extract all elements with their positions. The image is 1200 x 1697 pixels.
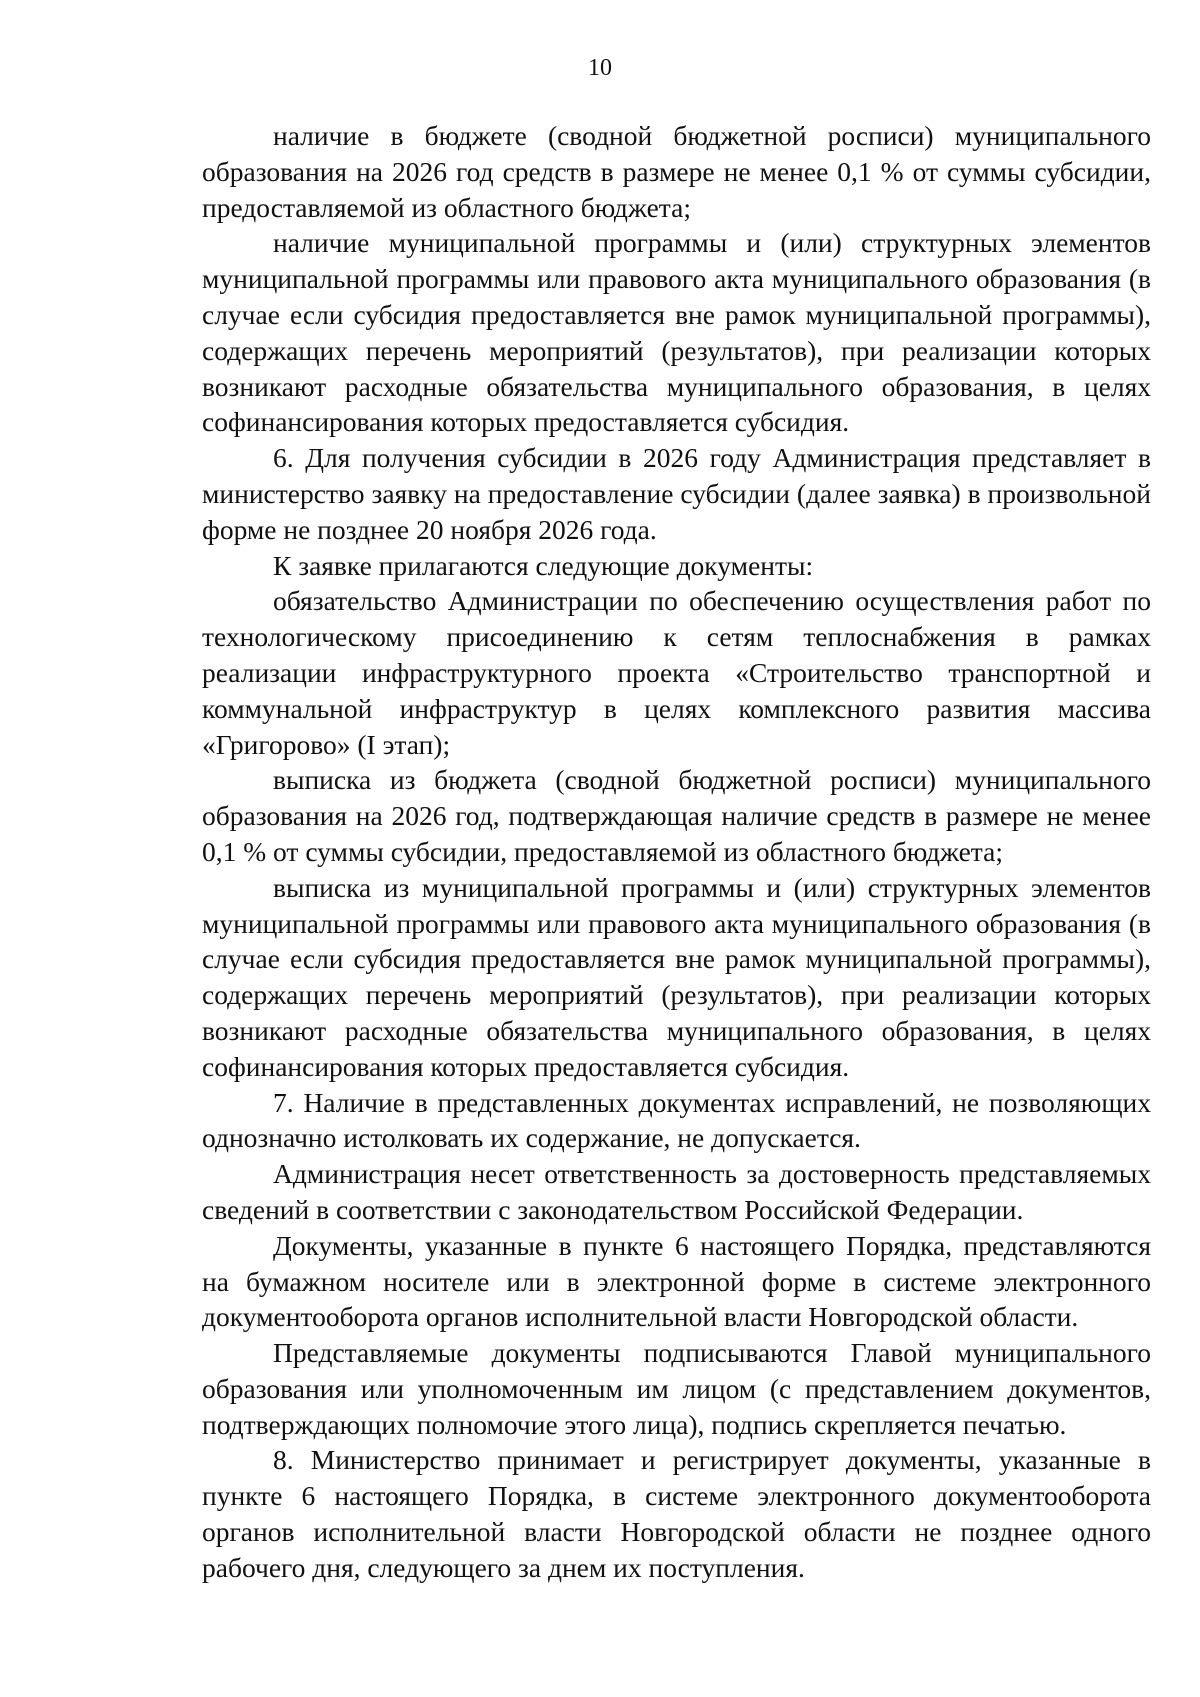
paragraph: обязательство Администрации по обеспечению осуществления работ по технологическому присоединению к сетям теплоснабжения в рамках реализации инфраструктурного проекта «Строительство транспортной и коммунальной инфраструктур в целях комплексного развития массива «Григорово» (I этап); — [202, 585, 1151, 760]
paragraph: 7. Наличие в представленных документах исправлений, не позволяющих однозначно истолковать их содержание, не допускается. — [202, 1086, 1151, 1154]
paragraph: 6. Для получения субсидии в 2026 году Администрация представляет в министерство заявку на предоставление субсидии (далее заявка) в произвольной форме не позднее 20 ноября 2026 года. — [202, 442, 1151, 545]
paragraph: 8. Министерство принимает и регистрирует документы, указанные в пункте 6 настоящего Порядка, в системе электронного документооборота органов исполнительной власти Новгородской области не позднее одного рабочего дня, следующего за днем их поступления. — [202, 1444, 1151, 1583]
paragraph: Документы, указанные в пункте 6 настоящего Порядка, представляются на бумажном носителе или в электронной форме в системе электронного документооборота органов исполнительной власти Новгородской области. — [202, 1229, 1151, 1333]
paragraph: К заявке прилагаются следующие документы: — [273, 549, 814, 581]
paragraph: выписка из муниципальной программы и (или) структурных элементов муниципальной программы или правового акта муниципального образования (в случае если субсидия предоставляется вне рамок муниципальной программы), содержащих перечень мероприятий (результатов), при реализации которых возникают расходные обязательства муниципального образования, в целях софинансирования которых предоставляется субсидия. — [202, 871, 1151, 1082]
paragraph: Администрация несет ответственность за достоверность представляемых сведений в соответствии с законодательством Российской Федерации. — [202, 1158, 1151, 1225]
page-number: 10 — [588, 55, 612, 81]
paragraph: наличие в бюджете (сводной бюджетной росписи) муниципального образования на 2026 год средств в размере не менее 0,1 % от суммы субсидии, предоставляемой из областного бюджета; — [202, 120, 1151, 223]
document-body — [202, 118, 1151, 1586]
paragraph: Представляемые документы подписываются Главой муниципального образования или уполномоченным им лицом (с представлением документов, подтверждающих полномочие этого лица), подпись скрепляется печатью. — [202, 1337, 1151, 1440]
paragraph: выписка из бюджета (сводной бюджетной росписи) муниципального образования на 2026 год, подтверждающая наличие средств в размере не менее 0,1 % от суммы субсидии, предоставляемой из областного бюджета; — [202, 764, 1151, 867]
paragraph: наличие муниципальной программы и (или) структурных элементов муниципальной программы или правового акта муниципального образования (в случае если субсидия предоставляется вне рамок муниципальной программы), содержащих перечень мероприятий (результатов), при реализации которых возникают расходные обязательства муниципального образования, в целях софинансирования которых предоставляется субсидия. — [202, 227, 1151, 438]
